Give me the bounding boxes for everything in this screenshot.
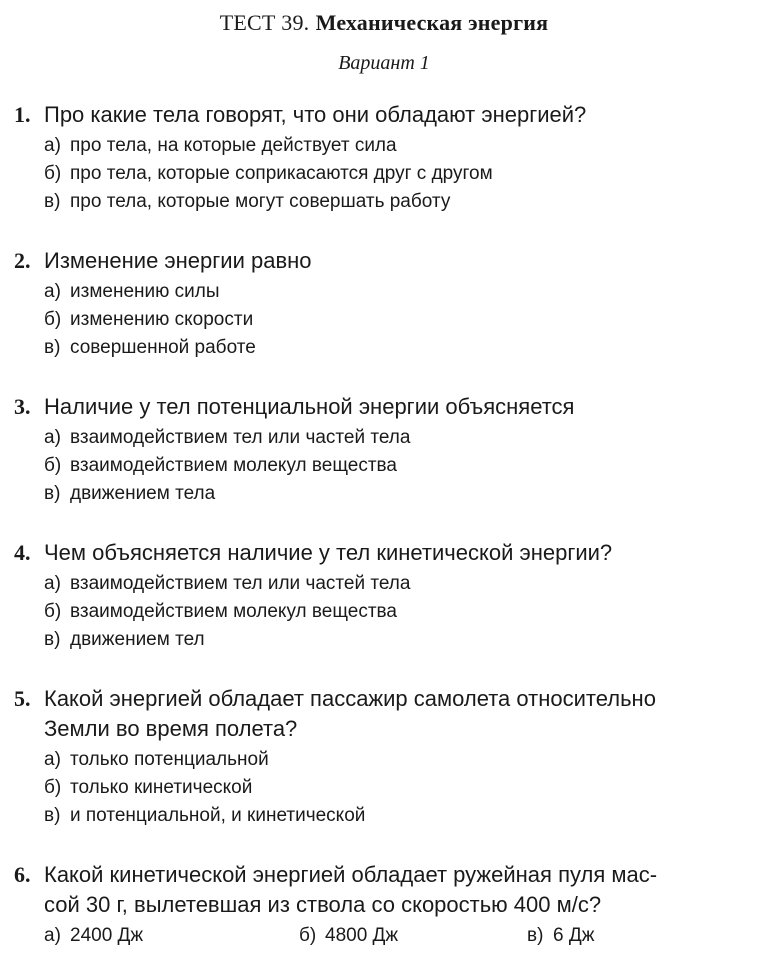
question-3 xyxy=(14,392,754,508)
option-text: совершенной работе xyxy=(70,337,256,358)
question-number: 4. xyxy=(14,540,31,565)
option-b[interactable] xyxy=(14,452,754,480)
option-v[interactable] xyxy=(14,480,754,508)
option-text: взаимодействием тел или частей тела xyxy=(70,573,411,594)
question-number: 3. xyxy=(14,394,31,419)
question-text: Изменение энергии равно xyxy=(44,248,312,273)
question-text: Про какие тела говорят, что они обладают энергией? xyxy=(44,102,587,127)
option-a[interactable] xyxy=(14,570,754,598)
option-v[interactable] xyxy=(527,922,594,950)
option-letter: б) xyxy=(44,309,62,330)
question-2 xyxy=(14,246,754,362)
question-number: 6. xyxy=(14,862,31,887)
option-letter: б) xyxy=(44,163,62,184)
option-letter: в) xyxy=(44,483,61,504)
option-text: только потенциальной xyxy=(70,749,269,770)
question-text: Какой энергией обладает пассажир самолета относительно xyxy=(44,686,656,711)
option-letter: в) xyxy=(527,925,544,946)
test-number: ТЕСТ 39. xyxy=(219,10,310,35)
option-text: 2400 Дж xyxy=(70,925,144,946)
option-letter: а) xyxy=(44,925,61,946)
option-text: 4800 Дж xyxy=(325,925,399,946)
question-number: 1. xyxy=(14,102,31,127)
option-letter: в) xyxy=(44,191,61,212)
option-letter: б) xyxy=(44,601,62,622)
option-letter: б) xyxy=(44,455,62,476)
option-letter: в) xyxy=(44,805,61,826)
question-text-continued: Земли во время полета? xyxy=(44,716,298,741)
option-v[interactable] xyxy=(14,188,754,216)
question-1 xyxy=(14,100,754,216)
test-name: Механическая энергия xyxy=(315,10,549,35)
option-text: взаимодействием молекул вещества xyxy=(70,601,397,622)
option-text: изменению силы xyxy=(70,281,220,302)
option-letter: б) xyxy=(44,777,62,798)
option-letter: б) xyxy=(299,925,317,946)
option-b[interactable] xyxy=(14,160,754,188)
option-b[interactable] xyxy=(14,598,754,626)
option-letter: а) xyxy=(44,749,61,770)
option-letter: а) xyxy=(44,427,61,448)
option-letter: а) xyxy=(44,573,61,594)
question-4 xyxy=(14,538,754,654)
option-a[interactable] xyxy=(14,746,754,774)
question-text: Какой кинетической энергией обладает ружейная пуля мас- xyxy=(44,862,658,887)
option-letter: в) xyxy=(44,337,61,358)
option-a[interactable] xyxy=(14,424,754,452)
option-letter: в) xyxy=(44,629,61,650)
question-text: Чем объясняется наличие у тел кинетической энергии? xyxy=(44,540,613,565)
option-letter: а) xyxy=(44,281,61,302)
option-text: про тела, которые могут совершать работу xyxy=(70,191,451,212)
option-list xyxy=(14,424,754,508)
option-a[interactable] xyxy=(14,132,754,160)
option-text: 6 Дж xyxy=(553,925,595,946)
option-text: и потенциальной, и кинетической xyxy=(70,805,366,826)
option-letter: а) xyxy=(44,135,61,156)
option-a[interactable] xyxy=(44,922,299,950)
option-list xyxy=(14,278,754,362)
option-text: только кинетической xyxy=(70,777,253,798)
option-text: изменению скорости xyxy=(70,309,254,330)
option-list xyxy=(14,922,754,950)
option-v[interactable] xyxy=(14,626,754,654)
variant-label: Вариант 1 xyxy=(338,52,430,74)
option-text: про тела, которые соприкасаются друг с другом xyxy=(70,163,493,184)
option-b[interactable] xyxy=(14,306,754,334)
option-list xyxy=(14,746,754,830)
question-text: Наличие у тел потенциальной энергии объясняется xyxy=(44,394,575,419)
page-title xyxy=(0,10,768,36)
option-list xyxy=(14,570,754,654)
option-text: про тела, на которые действует сила xyxy=(70,135,397,156)
option-b[interactable] xyxy=(14,774,754,802)
option-text: взаимодействием молекул вещества xyxy=(70,455,397,476)
question-number: 5. xyxy=(14,686,31,711)
option-v[interactable] xyxy=(14,334,754,362)
option-text: взаимодействием тел или частей тела xyxy=(70,427,411,448)
option-text: движением тела xyxy=(70,483,216,504)
option-b[interactable] xyxy=(299,922,527,950)
option-a[interactable] xyxy=(14,278,754,306)
question-6 xyxy=(14,860,754,950)
question-5 xyxy=(14,684,754,830)
question-text-continued: сой 30 г, вылетевшая из ствола со скоростью 400 м/с? xyxy=(44,892,602,917)
option-v[interactable] xyxy=(14,802,754,830)
option-text: движением тел xyxy=(70,629,205,650)
option-list xyxy=(14,132,754,216)
question-number: 2. xyxy=(14,248,31,273)
